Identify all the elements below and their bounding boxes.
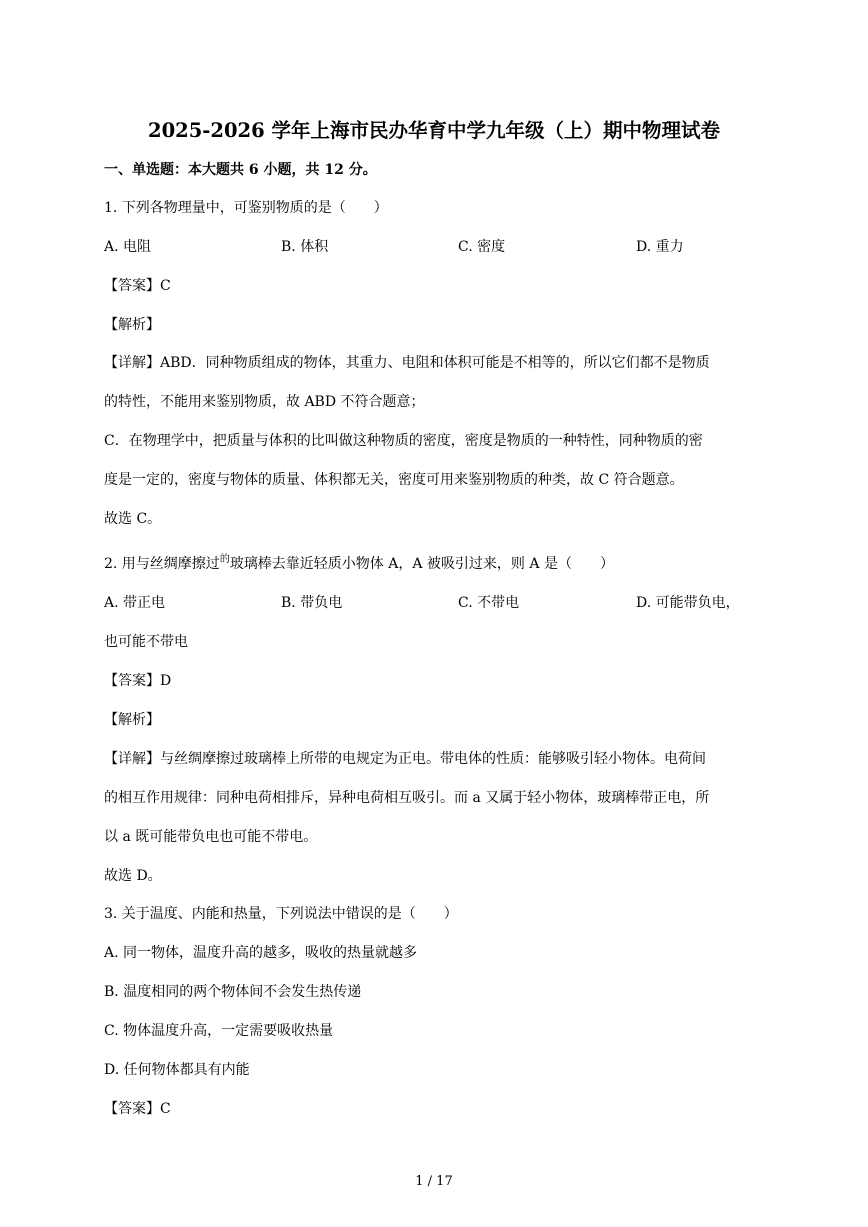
q1-detail-line: 的特性，不能用来鉴别物质，故 ABD 不符合题意；: [104, 394, 425, 410]
q2-stem-after: 玻璃棒去靠近轻质小物体 A，A 被吸引过来，则 A 是（ ）: [229, 556, 614, 572]
q2-stem-raised-char: 的: [219, 554, 230, 565]
q1-detail-line: 【详解】ABD．同种物质组成的物体，其重力、电阻和体积可能是不相等的，所以它们都不是物质: [104, 355, 710, 371]
q2-detail-line: 【详解】与丝绸摩擦过玻璃棒上所带的电规定为正电。带电体的性质：能够吸引轻小物体。电荷间: [104, 751, 706, 767]
question-3-stem: 3. 关于温度、内能和热量，下列说法中错误的是（ ）: [104, 906, 458, 922]
q2-detail-line: 以 a 既可能带负电也可能不带电。: [104, 829, 318, 845]
q2-analysis-label: 【解析】: [104, 712, 160, 728]
q2-option-d-continued: 也可能不带电: [104, 634, 188, 650]
q1-analysis-label: 【解析】: [104, 317, 160, 333]
q2-answer: 【答案】D: [104, 673, 172, 689]
q1-detail-line: 度是一定的，密度与物体的质量、体积都无关，密度可用来鉴别物质的种类，故 C 符合题意。: [104, 472, 684, 488]
q3-option-d: D. 任何物体都具有内能: [104, 1062, 250, 1078]
q1-option-c: C. 密度: [458, 239, 506, 255]
q1-detail-line: C．在物理学中，把质量与体积的比叫做这种物质的密度，密度是物质的一种特性，同种物质的密: [104, 433, 703, 449]
question-2-stem: [104, 554, 614, 576]
q1-option-b: B. 体积: [281, 239, 329, 255]
section-heading: 一、单选题：本大题共 6 小题，共 12 分。: [104, 162, 377, 178]
q2-option-d: D. 可能带负电，: [636, 595, 740, 611]
q2-option-a: A. 带正电: [104, 595, 166, 611]
q3-option-b: B. 温度相同的两个物体间不会发生热传递: [104, 984, 362, 1000]
q2-option-b: B. 带负电: [281, 595, 343, 611]
q3-option-a: A. 同一物体，温度升高的越多，吸收的热量就越多: [104, 945, 418, 961]
page-number: 1 / 17: [415, 1174, 453, 1189]
q2-detail-line: 的相互作用规律：同种电荷相排斥，异种电荷相互吸引。而 a 又属于轻小物体，玻璃棒带正电，所: [104, 790, 710, 806]
q2-stem-before: 2. 用与丝绸摩擦过: [104, 556, 220, 572]
q2-detail-line: 故选 D。: [104, 868, 162, 884]
page-title: 2025-2026 学年上海市民办华育中学九年级（上）期中物理试卷: [148, 119, 720, 142]
q1-answer: 【答案】C: [104, 278, 171, 294]
q1-option-d: D. 重力: [636, 239, 684, 255]
q1-option-a: A. 电阻: [104, 239, 152, 255]
question-1-stem: 1. 下列各物理量中，可鉴别物质的是（ ）: [104, 200, 388, 216]
q3-option-c: C. 物体温度升高，一定需要吸收热量: [104, 1023, 334, 1039]
q2-option-c: C. 不带电: [458, 595, 520, 611]
q1-detail-line: 故选 C。: [104, 511, 162, 527]
q3-answer: 【答案】C: [104, 1101, 171, 1117]
